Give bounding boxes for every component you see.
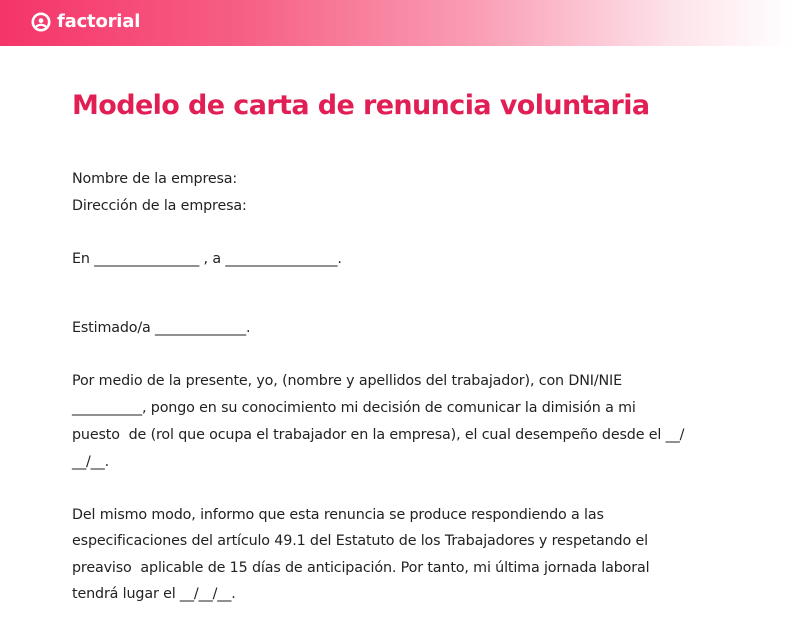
paragraph-1-line-1: Por medio de la presente, yo, (nombre y apellidos del trabajador), con DNI/NIE bbox=[72, 373, 622, 389]
brand-header-band bbox=[0, 0, 792, 46]
paragraph-2-line-1: Del mismo modo, informo que esta renuncia se produce respondiendo a las bbox=[72, 507, 604, 523]
place-date-line: En _______________ , a ________________. bbox=[72, 251, 342, 267]
company-address-label: Dirección de la empresa: bbox=[72, 198, 247, 214]
company-name-label: Nombre de la empresa: bbox=[72, 171, 238, 187]
brand-logo[interactable] bbox=[31, 10, 140, 34]
paragraph-2-line-4: tendrá lugar el __/__/__. bbox=[72, 586, 236, 602]
document-title: Modelo de carta de renuncia voluntaria bbox=[72, 90, 650, 121]
greeting-line: Estimado/a _____________. bbox=[72, 320, 251, 336]
paragraph-1-line-2: __________, pongo en su conocimiento mi decisión de comunicar la dimisión a mi bbox=[72, 400, 636, 416]
paragraph-1-line-4: __/__. bbox=[72, 454, 110, 470]
paragraph-2-line-3: preaviso aplicable de 15 días de anticipación. Por tanto, mi última jornada laboral bbox=[72, 560, 650, 576]
factorial-logo-icon bbox=[31, 12, 51, 32]
brand-name: factorial bbox=[57, 11, 141, 32]
paragraph-2-line-2: especificaciones del artículo 49.1 del Estatuto de los Trabajadores y respetando el bbox=[72, 533, 648, 549]
paragraph-1-line-3: puesto de (rol que ocupa el trabajador en la empresa), el cual desempeño desde el __/ bbox=[72, 427, 685, 443]
